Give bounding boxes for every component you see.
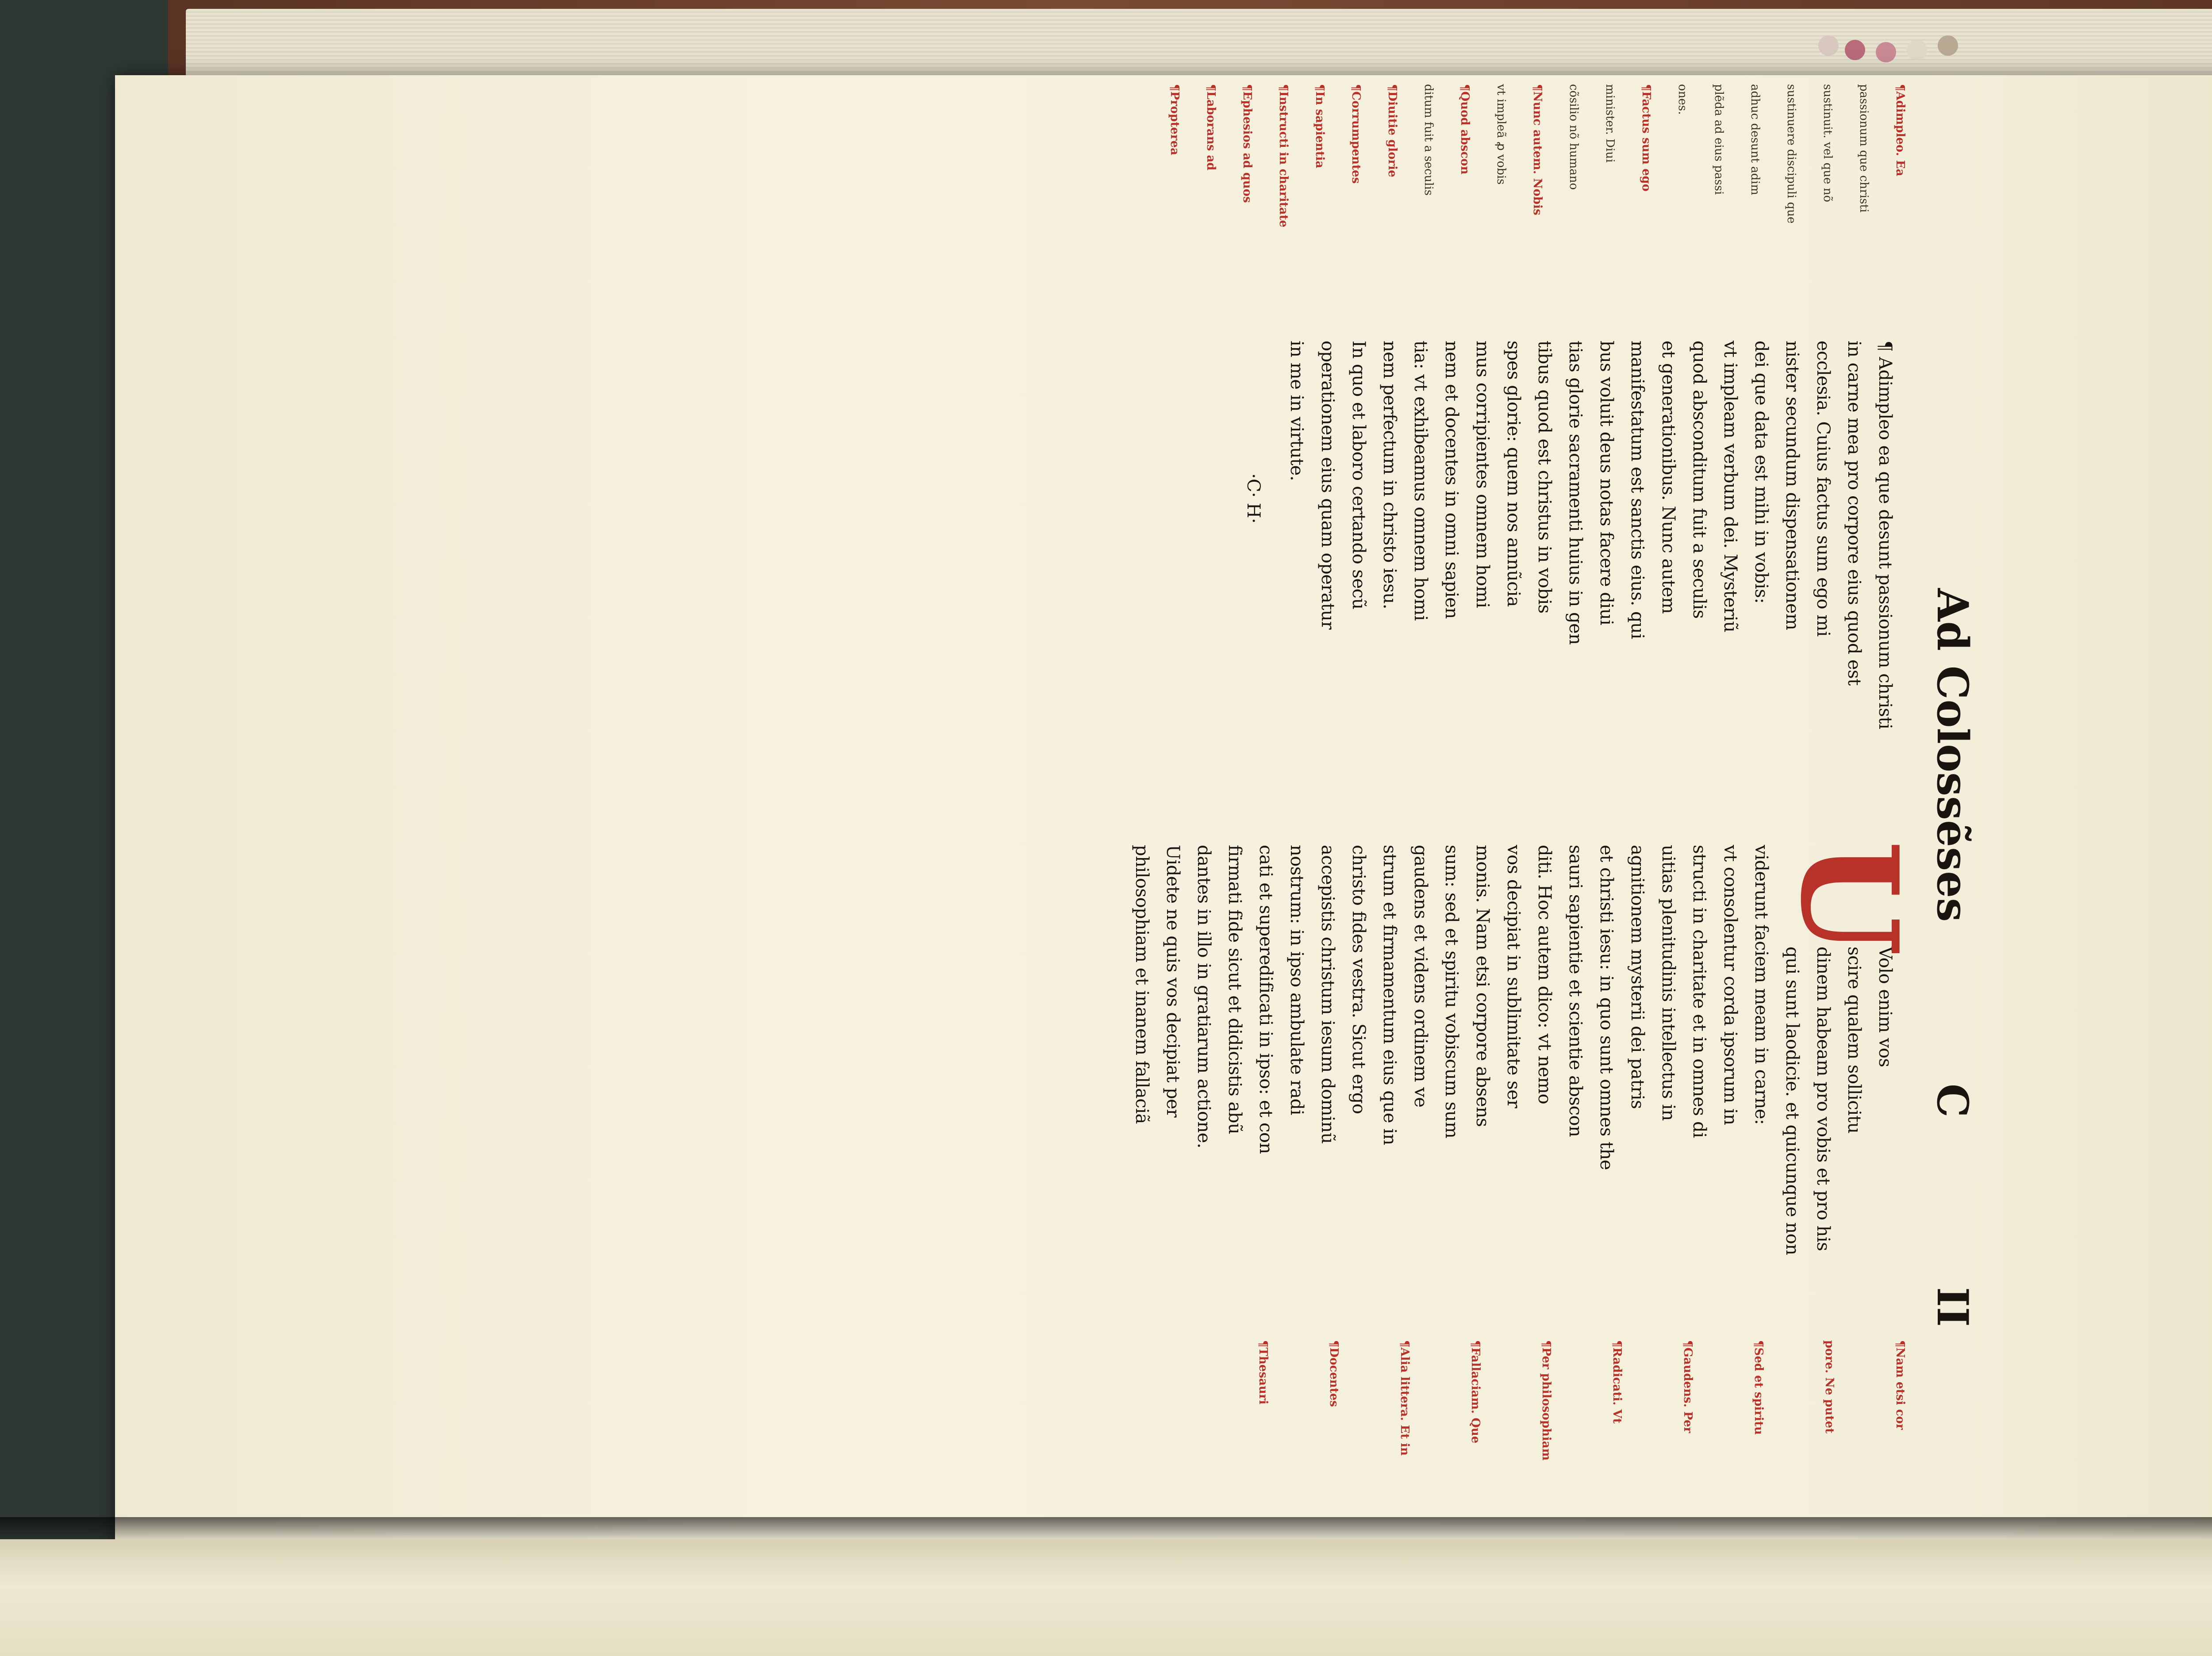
text-line: sustinuit. vel que nõ	[1821, 84, 1834, 203]
rotated-text-block	[456, 66, 2048, 1570]
text-line: sum: sed et spiritu vobiscum sum	[1441, 845, 1462, 1138]
text-line: ditum fuit a seculis	[1422, 84, 1435, 196]
text-line: dantes in illo in gratiarum actione.	[1194, 845, 1214, 1149]
text-line: mus corripientes omnem homi	[1472, 341, 1493, 608]
text-line: nister secundum dispensationem	[1782, 341, 1802, 630]
text-line: ¶Radicati. Vt	[1610, 1340, 1624, 1424]
bookmark-bead	[1818, 35, 1839, 56]
text-line: in carne mea pro corpore eius quod est	[1844, 341, 1864, 686]
text-line: tias glorie sacramenti huius in gen	[1565, 341, 1586, 645]
text-line: ¶Sed et spiritu	[1752, 1340, 1765, 1435]
text-line: agnitionem mysterii dei patris	[1627, 845, 1647, 1109]
text-line: in me in virtute.	[1286, 341, 1307, 481]
text-line: quod absconditum fuit a seculis	[1689, 341, 1709, 619]
folio-letter: C	[1928, 1084, 1978, 1118]
text-line: philosophiam et inanem fallaciã	[1132, 845, 1152, 1124]
colophon-marks: ·C· H·	[1243, 473, 1263, 524]
text-line: firmati fide sicut et didicistis abũ	[1225, 845, 1245, 1135]
text-line: structi in charitate et in omnes di	[1689, 845, 1709, 1138]
text-line: minister. Diui	[1603, 84, 1617, 163]
text-line: strum et firmamentum eius que in	[1379, 845, 1400, 1145]
text-line: nem perfectum in christo iesu.	[1379, 341, 1400, 610]
text-line: vt impleam verbum dei. Mysteriũ	[1720, 341, 1740, 632]
text-line: nostrum: in ipso ambulate radi	[1286, 845, 1307, 1116]
text-line: ecclesia. Cuius factus sum ego mi	[1813, 341, 1833, 637]
bookmark-bead	[1876, 42, 1896, 62]
text-line: vt impleã ꝓ vobis	[1494, 84, 1508, 185]
text-line: dinem habeam pro vobis et pro his	[1813, 947, 1833, 1251]
text-line: vt consolentur corda ipsorum in	[1720, 845, 1740, 1125]
text-line: ¶In sapientia	[1313, 84, 1326, 169]
text-line: ones.	[1676, 84, 1689, 115]
text-line: uitias plenitudinis intellectus in	[1658, 845, 1678, 1121]
text-line: sauri sapientie et scientie abscon	[1565, 845, 1586, 1137]
text-line: cati et superedificati in ipso: et con	[1256, 845, 1276, 1154]
text-line: adhuc desunt adim	[1748, 84, 1762, 196]
text-line: cõsilio nõ humano	[1567, 84, 1580, 190]
text-line: ¶Nunc autem. Nobis	[1531, 84, 1544, 215]
text-line: bus voluit deus notas facere diui	[1596, 341, 1617, 625]
text-line: ¶Diuitie glorie	[1386, 84, 1399, 177]
text-line: sustinuere discipuli que	[1785, 84, 1798, 224]
text-line: plẽda ad eius passi	[1712, 84, 1725, 195]
text-line: tia: vt exhibeamus omnem homi	[1410, 341, 1431, 621]
text-line: ¶Nam etsi cor	[1893, 1340, 1907, 1430]
folio-number: II	[1928, 1287, 1978, 1327]
text-line: ¶Gaudens. Per	[1681, 1340, 1694, 1433]
text-line: ¶Per philosophiam	[1540, 1340, 1553, 1461]
text-line: ¶Ephesios ad quos	[1240, 84, 1254, 203]
text-line: Uidete ne quis vos decipiat per	[1163, 845, 1183, 1118]
text-line: manifestatum est sanctis eius. qui	[1627, 341, 1647, 639]
text-line: gaudens et videns ordinem ve	[1410, 845, 1431, 1108]
main-column-left	[1097, 341, 1898, 818]
text-line: ¶Docentes	[1327, 1340, 1340, 1407]
text-line: ¶Factus sum ego	[1640, 84, 1653, 192]
text-line: ¶Adimpleo. Ea	[1893, 84, 1907, 176]
text-line: scire qualem sollicitu	[1844, 947, 1864, 1134]
running-header	[1929, 66, 1982, 1570]
text-line: vos decipiat in sublimitate ser	[1503, 845, 1524, 1108]
bookmark-bead	[1938, 35, 1958, 56]
text-line: accepistis christum iesum dominũ	[1317, 845, 1338, 1144]
text-line: Volo enim vos	[1875, 947, 1895, 1067]
text-line: ¶Quod abscon	[1458, 84, 1471, 175]
text-line: et generationibus. Nunc autem	[1658, 341, 1678, 614]
facing-page-edge	[0, 1539, 2212, 1656]
text-line: pore. Ne putet	[1823, 1340, 1836, 1434]
text-line: diti. Hoc autem dico: vt nemo	[1534, 845, 1555, 1104]
text-line: dei que data est mihi in vobis:	[1751, 341, 1771, 604]
text-line: In quo et laboro certando secũ	[1348, 341, 1369, 610]
text-line: ¶Laborans ad	[1204, 84, 1217, 171]
text-line: ¶Propterea	[1168, 84, 1181, 155]
text-line: ¶Thesauri	[1256, 1340, 1270, 1405]
bookmark-bead	[1845, 40, 1865, 60]
text-line: tibus quod est christus in vobis	[1534, 341, 1555, 613]
text-line: monis. Nam etsi corpore absens	[1472, 845, 1493, 1127]
text-line: operationem eius quam operatur	[1317, 341, 1338, 629]
text-line: viderunt faciem meam in carne:	[1751, 845, 1771, 1125]
text-line: nem et docentes in omni sapien	[1441, 341, 1462, 619]
text-line: et christi iesu: in quo sunt omnes the	[1596, 845, 1617, 1170]
text-line: passionum que christi	[1857, 84, 1870, 213]
bookmark-bead	[1907, 40, 1927, 60]
text-line: qui sunt laodicie. et quicunque non	[1782, 947, 1802, 1255]
text-line: spes glorie: quem nos annũcia	[1503, 341, 1524, 607]
printed-page	[115, 75, 2212, 1592]
text-line: ¶Instructi in charitate	[1277, 84, 1290, 228]
page-content	[456, 66, 1982, 1570]
illuminated-initial: U	[1771, 840, 1928, 956]
text-line: ¶Fallaciam. Que	[1469, 1340, 1482, 1444]
text-line: ¶Alia littera. Et in	[1398, 1340, 1411, 1456]
text-line: ¶Corrumpentes	[1349, 84, 1363, 184]
main-column-right	[1097, 840, 1928, 1322]
gloss-column-left	[1106, 84, 1907, 314]
text-line: ¶ Adimpleo ea que desunt passionum christi	[1875, 341, 1895, 729]
text-line: christo fides vestra. Sicut ergo	[1348, 845, 1369, 1114]
running-title: Ad Colossẽses	[1928, 588, 1978, 922]
